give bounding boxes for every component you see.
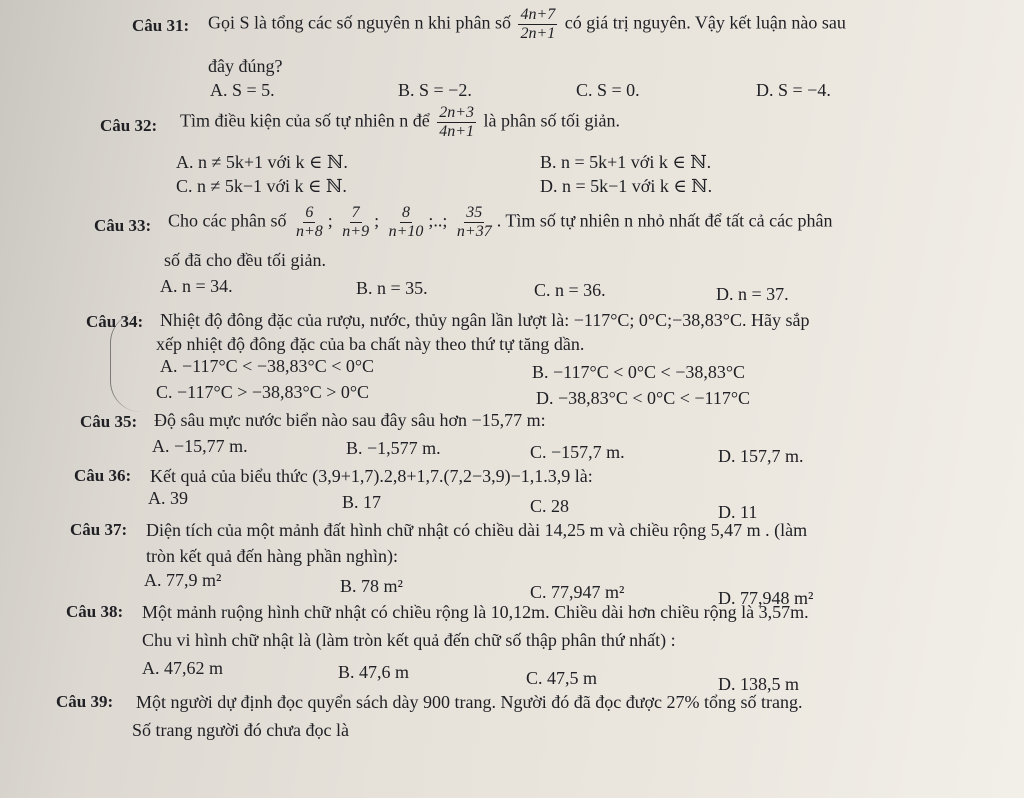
question-stem	[208, 6, 846, 43]
question-stem-line2: đây đúng?	[208, 56, 283, 76]
option-a: A. 47,62 m	[142, 658, 223, 678]
fraction-denominator: n+37	[456, 223, 492, 240]
question-number: Câu 35:	[80, 412, 138, 431]
fraction-numerator: 8	[401, 204, 410, 221]
separator: ;..;	[428, 210, 448, 231]
fraction-denominator: n+8	[295, 223, 323, 240]
question-stem-line2: xếp nhiệt độ đông đặc của ba chất này theo thứ tự tăng dần.	[156, 334, 585, 354]
option-b: B. n = 35.	[356, 278, 428, 298]
fraction	[437, 104, 476, 141]
fraction-numerator: 35	[466, 204, 483, 221]
fraction-numerator: 4n+7	[520, 6, 556, 23]
option-b: B. S = −2.	[398, 80, 472, 100]
option-c: C. n = 36.	[534, 280, 606, 300]
question-stem-line2: Số trang người đó chưa đọc là	[132, 720, 349, 740]
stem-text-continued: là phân số tối giản.	[483, 110, 620, 131]
option-d: D. 157,7 m.	[718, 446, 804, 466]
fraction-2	[340, 204, 371, 241]
option-d: D. 138,5 m	[718, 674, 799, 694]
option-d: D. −38,83°C < 0°C < −117°C	[536, 388, 751, 408]
question-stem-line2: tròn kết quả đến hàng phần nghìn):	[146, 546, 398, 566]
option-a: A. 39	[148, 488, 188, 508]
fraction-numerator: 2n+3	[439, 104, 474, 121]
option-d: D. 77,948 m²	[718, 588, 814, 608]
question-stem	[180, 104, 620, 141]
option-b: B. −1,577 m.	[346, 438, 441, 458]
option-b: B. −117°C < 0°C < −38,83°C	[532, 362, 746, 382]
question-number: Câu 34:	[86, 312, 144, 331]
option-b: B. 78 m²	[340, 576, 403, 596]
fraction-4	[455, 204, 494, 241]
option-b: B. n = 5k+1 với k ∈ ℕ.	[540, 152, 712, 172]
option-d: D. n = 37.	[716, 284, 789, 304]
fraction-denominator: n+9	[342, 223, 370, 240]
option-a: A. 77,9 m²	[144, 570, 222, 590]
option-d: D. S = −4.	[756, 80, 831, 100]
stem-text-continued: . Tìm số tự nhiên n nhỏ nhất để tất cả các phân	[496, 210, 833, 231]
fraction-numerator: 6	[305, 204, 314, 221]
question-stem: Độ sâu mực nước biển nào sau đây sâu hơn −15,77 m:	[154, 410, 546, 430]
separator: ;	[374, 210, 380, 231]
stem-text: Cho các phân số	[168, 210, 287, 231]
question-stem: Diện tích của một mảnh đất hình chữ nhật có chiều dài 14,25 m và chiều rộng 5,47 m . (làm	[146, 520, 808, 540]
option-c: C. 77,947 m²	[530, 582, 625, 602]
fraction-denominator: 2n+1	[520, 25, 556, 42]
question-number: Câu 38:	[66, 602, 124, 621]
option-c: C. n ≠ 5k−1 với k ∈ ℕ.	[176, 176, 347, 196]
question-stem	[168, 204, 833, 241]
question-stem: Nhiệt độ đông đặc của rượu, nước, thủy ngân lần lượt là: −117°C; 0°C;−38,83°C. Hãy sắp	[160, 310, 810, 330]
fraction-denominator: n+10	[388, 223, 424, 240]
question-stem: Một người dự định đọc quyển sách dày 900 trang. Người đó đã đọc được 27% tổng số trang.	[136, 692, 803, 712]
fraction-numerator: 7	[351, 204, 360, 221]
question-number: Câu 32:	[100, 116, 158, 135]
question-number: Câu 36:	[74, 466, 132, 485]
option-d: D. 11	[718, 502, 758, 522]
option-c: C. 47,5 m	[526, 668, 598, 688]
option-b: B. 17	[342, 492, 382, 512]
option-a: A. S = 5.	[210, 80, 275, 100]
question-number: Câu 37:	[70, 520, 128, 539]
fraction	[518, 6, 557, 43]
option-a: A. −15,77 m.	[152, 436, 248, 456]
option-b: B. 47,6 m	[338, 662, 410, 682]
fraction-1	[294, 204, 325, 241]
option-c: C. −117°C > −38,83°C > 0°C	[156, 382, 370, 402]
separator: ;	[327, 210, 333, 231]
fraction-3	[387, 204, 426, 241]
question-number: Câu 39:	[56, 692, 114, 711]
option-a: A. −117°C < −38,83°C < 0°C	[160, 356, 375, 376]
stem-text: Tìm điều kiện của số tự nhiên n để	[180, 110, 430, 131]
option-a: A. n ≠ 5k+1 với k ∈ ℕ.	[176, 152, 348, 172]
stem-text-continued: có giá trị nguyên. Vậy kết luận nào sau	[564, 12, 846, 33]
option-c: C. −157,7 m.	[530, 442, 625, 462]
fraction-denominator: 4n+1	[439, 123, 474, 140]
option-c: C. 28	[530, 496, 570, 516]
option-a: A. n = 34.	[160, 276, 233, 296]
question-stem: Kết quả của biểu thức (3,9+1,7).2,8+1,7.(7,2−3,9)−1,1.3,9 là:	[150, 466, 593, 486]
question-number: Câu 33:	[94, 216, 152, 235]
stem-text: Gọi S là tổng các số nguyên n khi phân số	[208, 12, 511, 33]
option-c: C. S = 0.	[576, 80, 640, 100]
question-stem-line2: số đã cho đều tối giản.	[164, 250, 326, 270]
option-d: D. n = 5k−1 với k ∈ ℕ.	[540, 176, 713, 196]
question-stem-line2: Chu vi hình chữ nhật là (làm tròn kết quả đến chữ số thập phân thứ nhất) :	[142, 630, 676, 650]
question-stem: Một mảnh ruộng hình chữ nhật có chiều rộng là 10,12m. Chiều dài hơn chiều rộng là 3,57m.	[142, 602, 809, 622]
question-number: Câu 31:	[132, 16, 190, 35]
